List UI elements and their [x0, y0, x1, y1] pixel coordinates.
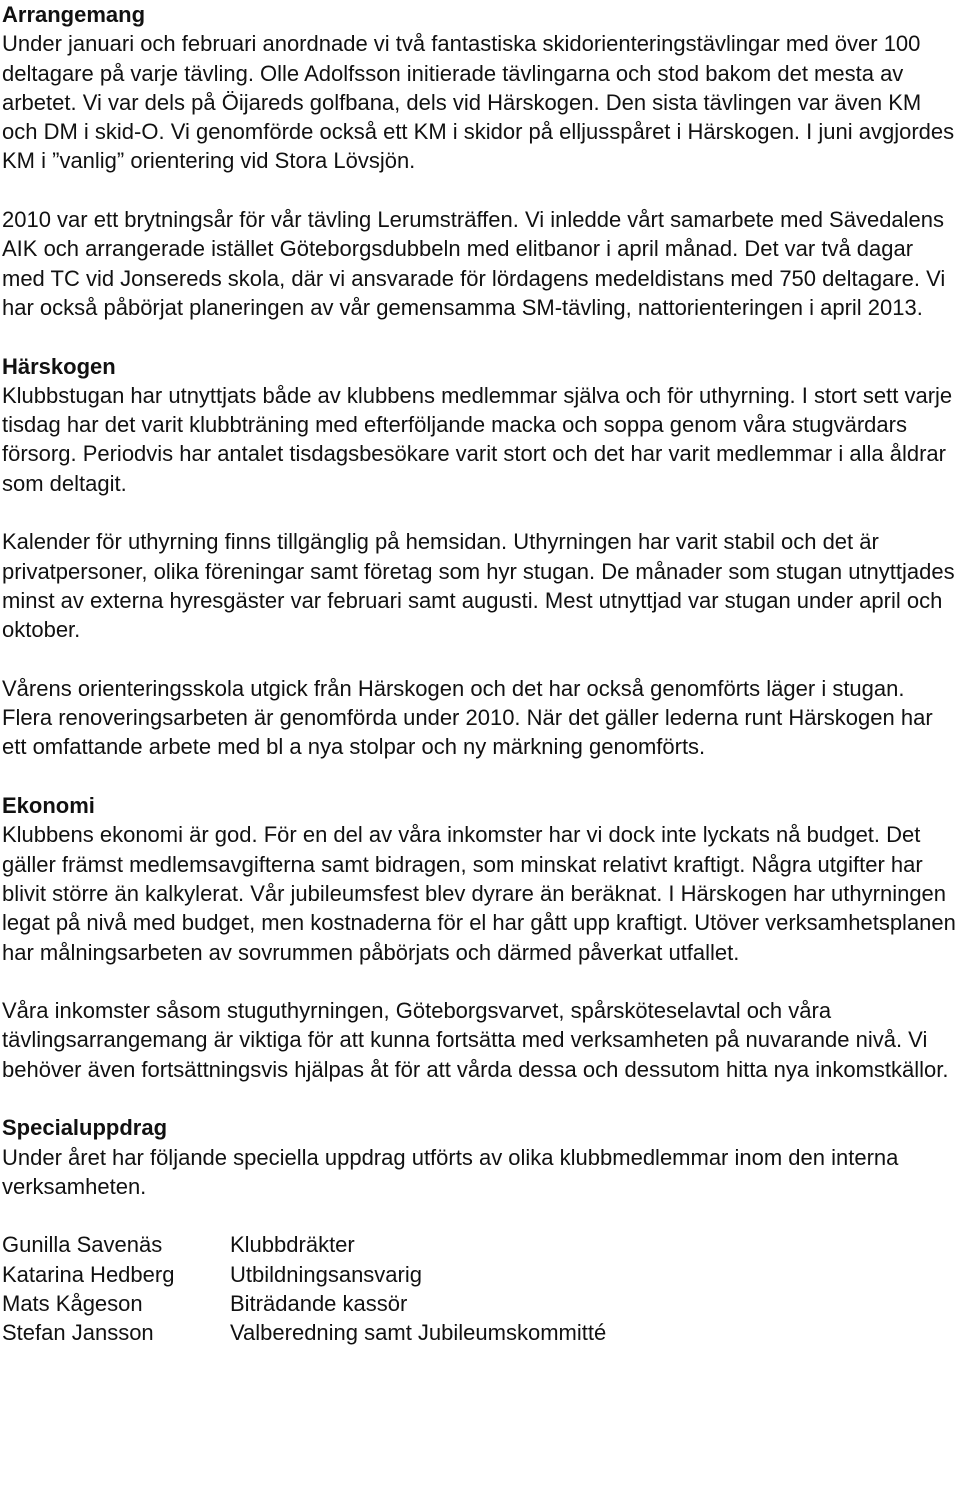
paragraph: Under året har följande speciella uppdrag utförts av olika klubbmedlemmar inom den interna verksamheten.: [2, 1144, 899, 1199]
assignment-role: Klubbdräkter: [230, 1232, 355, 1258]
assignments-table: [2, 1230, 606, 1347]
paragraph-spacer: [2, 645, 958, 674]
section-ekonomi: [2, 791, 958, 1084]
section-heading: Specialuppdrag: [2, 1115, 168, 1141]
paragraph: Klubbens ekonomi är god. För en del av våra inkomster har vi dock inte lyckats nå budget. Det gäller främst medlemsavgifterna samt bidragen, som minskat relativt kraftigt. Några utgifter har blivit större än kalkylerat. Vår jubileumsfest blev dyrare än beräknat. I Härskogen har uthyrningen legat på nivå med budget, men kostnaderna för el har gått upp kraftigt. Utöver verksamhetsplanen har målningsarbeten av sovrummen påbörjats och därmed påverkat utfallet.: [2, 822, 956, 965]
document-page: [2, 0, 958, 1348]
section-spacer: [2, 322, 958, 351]
section-spacer: [2, 1084, 958, 1113]
paragraph-spacer: [2, 1201, 958, 1230]
paragraph: Vårens orienteringsskola utgick från Härskogen och det har också genomförts läger i stugan. Flera renoveringsarbeten är genomförda under 2010. När det gäller lederna runt Härskogen har ett omfattande arbete med bl a nya stolpar och ny märkning genomförts.: [2, 675, 933, 760]
paragraph: Under januari och februari anordnade vi två fantastiska skidorienteringstävlingar med över 100 deltagare på varje tävling. Olle Adolfsson initierade tävlingarna och stod bakom det mesta av arbetet. Vi var dels på Öijareds golfbana, dels vid Härskogen. Den sista tävlingen var även KM och DM i skid-O. Vi genomförde också ett KM i skidor på elljusspåret i Härskogen. I juni avgjordes KM i ”vanlig” orientering vid Stora Lövsjön.: [2, 31, 955, 174]
table-row: [2, 1318, 606, 1347]
assignment-role: Utbildningsansvarig: [230, 1261, 422, 1287]
assignment-role: Biträdande kassör: [230, 1291, 408, 1317]
paragraph: Kalender för uthyrning finns tillgänglig på hemsidan. Uthyrningen har varit stabil och det är privatpersoner, olika föreningar samt företag som hyr stugan. De månader som stugan utnyttjades minst av externa hyresgäster var februari samt augusti. Mest utnyttjad var stugan under april och oktober.: [2, 529, 955, 643]
paragraph: 2010 var ett brytningsår för vår tävling Lerumsträffen. Vi inledde vårt samarbete med Sävedalens AIK och arrangerade istället Göteborgsdubbeln med elitbanor i april månad. Det var två dagar med TC vid Jonsereds skola, där vi ansvarade för lördagens medeldistans med 750 deltagare. Vi har också påbörjat planeringen av vår gemensamma SM-tävling, nattorienteringen i april 2013.: [2, 207, 946, 320]
paragraph-spacer: [2, 176, 958, 205]
section-spacer: [2, 762, 958, 791]
section-heading: Arrangemang: [2, 2, 146, 27]
table-row: [2, 1289, 606, 1318]
paragraph: Klubbstugan har utnyttjats både av klubbens medlemmar själva och för uthyrning. I stort sett varje tisdag har det varit klubbträning med efterföljande macka och soppa genom våra stugvärdars försorg. Periodvis har antalet tisdagsbesökare varit stort och det har varit medlemmar i alla åldrar som deltagit.: [2, 382, 953, 496]
assignment-name: Stefan Jansson: [2, 1320, 154, 1346]
table-row: [2, 1230, 606, 1259]
assignment-name: Gunilla Savenäs: [2, 1232, 163, 1258]
table-row: [2, 1260, 606, 1289]
section-heading: Härskogen: [2, 353, 116, 379]
section-specialuppdrag: [2, 1113, 958, 1347]
section-heading: Ekonomi: [2, 793, 95, 819]
paragraph-spacer: [2, 498, 958, 527]
section-arrangemang: [2, 0, 958, 322]
paragraph-spacer: [2, 967, 958, 996]
assignment-name: Katarina Hedberg: [2, 1261, 175, 1287]
section-harskogen: [2, 352, 958, 762]
assignment-role: Valberedning samt Jubileumskommitté: [230, 1320, 607, 1346]
assignment-name: Mats Kågeson: [2, 1291, 143, 1317]
paragraph: Våra inkomster såsom stuguthyrningen, Göteborgsvarvet, spårsköteselavtal och våra tävlingsarrangemang är viktiga för att kunna fortsätta med verksamheten på nuvarande nivå. Vi behöver även fortsättningsvis hjälpas åt för att vårda dessa och dessutom hitta nya inkomstkällor.: [2, 998, 949, 1082]
